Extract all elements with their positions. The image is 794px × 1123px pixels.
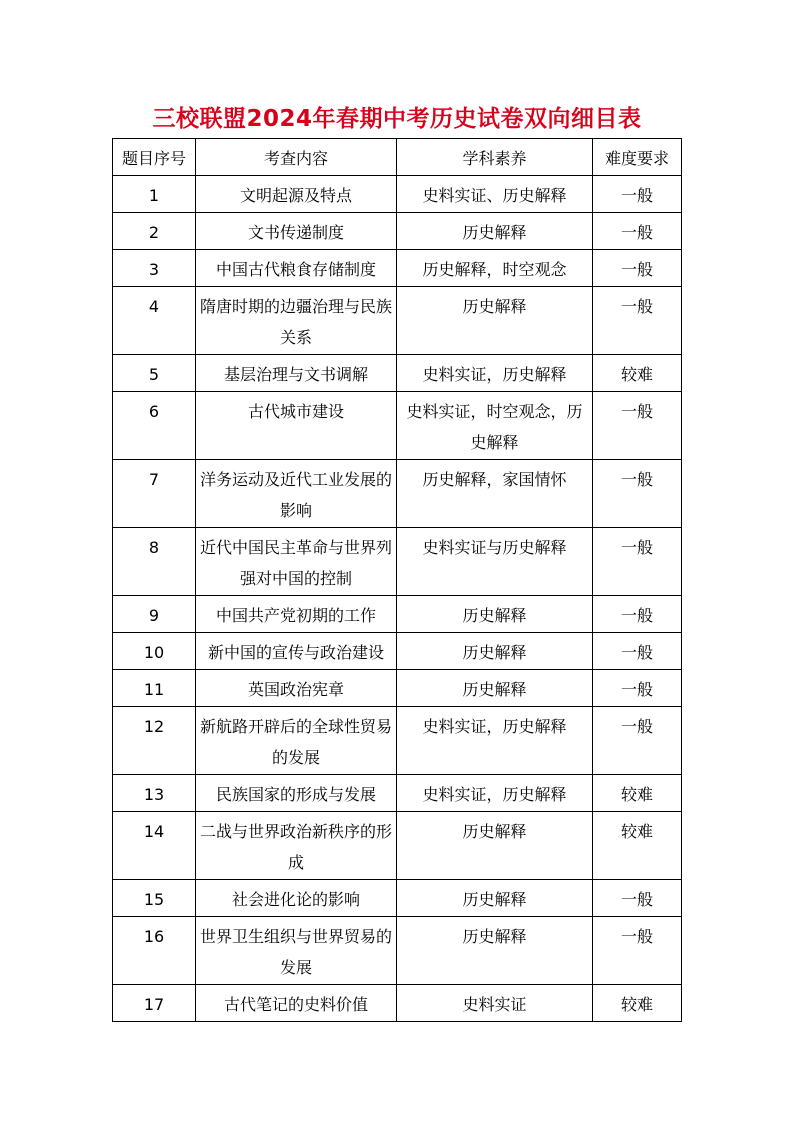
cell-number: 8 [113, 528, 196, 596]
cell-number: 9 [113, 596, 196, 633]
page-title: 三校联盟2024年春期中考历史试卷双向细目表 [152, 106, 642, 132]
cell-difficulty: 较难 [593, 775, 682, 812]
table-row [113, 670, 682, 707]
cell-number: 2 [113, 213, 196, 250]
cell-content: 近代中国民主革命与世界列强对中国的控制 [196, 528, 397, 596]
table-header-row [113, 139, 682, 176]
cell-literacy: 史料实证，历史解释 [397, 775, 593, 812]
cell-difficulty: 较难 [593, 812, 682, 880]
cell-literacy: 史料实证，历史解释 [397, 355, 593, 392]
cell-difficulty: 一般 [593, 460, 682, 528]
cell-number: 12 [113, 707, 196, 775]
cell-literacy: 历史解释 [397, 287, 593, 355]
cell-number: 5 [113, 355, 196, 392]
cell-number: 10 [113, 633, 196, 670]
cell-number: 3 [113, 250, 196, 287]
cell-difficulty: 较难 [593, 355, 682, 392]
cell-literacy: 史料实证、历史解释 [397, 176, 593, 213]
cell-number: 7 [113, 460, 196, 528]
cell-literacy: 史料实证，时空观念，历史解释 [397, 392, 593, 460]
cell-content: 新航路开辟后的全球性贸易的发展 [196, 707, 397, 775]
header-literacy: 学科素养 [397, 139, 593, 176]
cell-literacy: 历史解释 [397, 633, 593, 670]
table-row [113, 812, 682, 880]
cell-number: 13 [113, 775, 196, 812]
cell-difficulty: 一般 [593, 176, 682, 213]
cell-difficulty: 一般 [593, 917, 682, 985]
cell-content: 英国政治宪章 [196, 670, 397, 707]
table-row [113, 250, 682, 287]
cell-content: 文明起源及特点 [196, 176, 397, 213]
cell-content: 洋务运动及近代工业发展的影响 [196, 460, 397, 528]
cell-difficulty: 一般 [593, 213, 682, 250]
table-row [113, 917, 682, 985]
header-number: 题目序号 [113, 139, 196, 176]
cell-number: 1 [113, 176, 196, 213]
cell-content: 新中国的宣传与政治建设 [196, 633, 397, 670]
table-row [113, 392, 682, 460]
cell-literacy: 历史解释 [397, 880, 593, 917]
table-row [113, 596, 682, 633]
cell-content: 民族国家的形成与发展 [196, 775, 397, 812]
cell-number: 15 [113, 880, 196, 917]
cell-content: 世界卫生组织与世界贸易的发展 [196, 917, 397, 985]
cell-number: 17 [113, 985, 196, 1022]
table-row [113, 985, 682, 1022]
cell-difficulty: 一般 [593, 250, 682, 287]
spec-table [112, 138, 682, 1022]
cell-difficulty: 一般 [593, 880, 682, 917]
cell-literacy: 历史解释，家国情怀 [397, 460, 593, 528]
cell-difficulty: 一般 [593, 596, 682, 633]
table-row [113, 775, 682, 812]
table-row [113, 287, 682, 355]
table-row [113, 460, 682, 528]
cell-difficulty: 一般 [593, 633, 682, 670]
cell-number: 6 [113, 392, 196, 460]
table-row [113, 880, 682, 917]
cell-content: 中国共产党初期的工作 [196, 596, 397, 633]
cell-literacy: 历史解释 [397, 596, 593, 633]
cell-literacy: 历史解释 [397, 213, 593, 250]
cell-content: 基层治理与文书调解 [196, 355, 397, 392]
cell-content: 社会进化论的影响 [196, 880, 397, 917]
cell-content: 文书传递制度 [196, 213, 397, 250]
cell-content: 古代笔记的史料价值 [196, 985, 397, 1022]
cell-number: 4 [113, 287, 196, 355]
cell-difficulty: 一般 [593, 707, 682, 775]
header-content: 考查内容 [196, 139, 397, 176]
cell-content: 隋唐时期的边疆治理与民族关系 [196, 287, 397, 355]
cell-difficulty: 一般 [593, 287, 682, 355]
cell-number: 16 [113, 917, 196, 985]
cell-content: 中国古代粮食存储制度 [196, 250, 397, 287]
cell-number: 14 [113, 812, 196, 880]
table-row [113, 707, 682, 775]
cell-literacy: 史料实证 [397, 985, 593, 1022]
cell-difficulty: 一般 [593, 670, 682, 707]
table-row [113, 633, 682, 670]
table-row [113, 213, 682, 250]
header-difficulty: 难度要求 [593, 139, 682, 176]
cell-content: 古代城市建设 [196, 392, 397, 460]
cell-literacy: 史料实证与历史解释 [397, 528, 593, 596]
cell-difficulty: 一般 [593, 392, 682, 460]
table-row [113, 355, 682, 392]
cell-literacy: 历史解释 [397, 670, 593, 707]
cell-literacy: 历史解释，时空观念 [397, 250, 593, 287]
cell-difficulty: 一般 [593, 528, 682, 596]
cell-difficulty: 较难 [593, 985, 682, 1022]
table-row [113, 176, 682, 213]
table-row [113, 528, 682, 596]
cell-literacy: 史料实证，历史解释 [397, 707, 593, 775]
cell-literacy: 历史解释 [397, 917, 593, 985]
cell-number: 11 [113, 670, 196, 707]
cell-content: 二战与世界政治新秩序的形成 [196, 812, 397, 880]
cell-literacy: 历史解释 [397, 812, 593, 880]
